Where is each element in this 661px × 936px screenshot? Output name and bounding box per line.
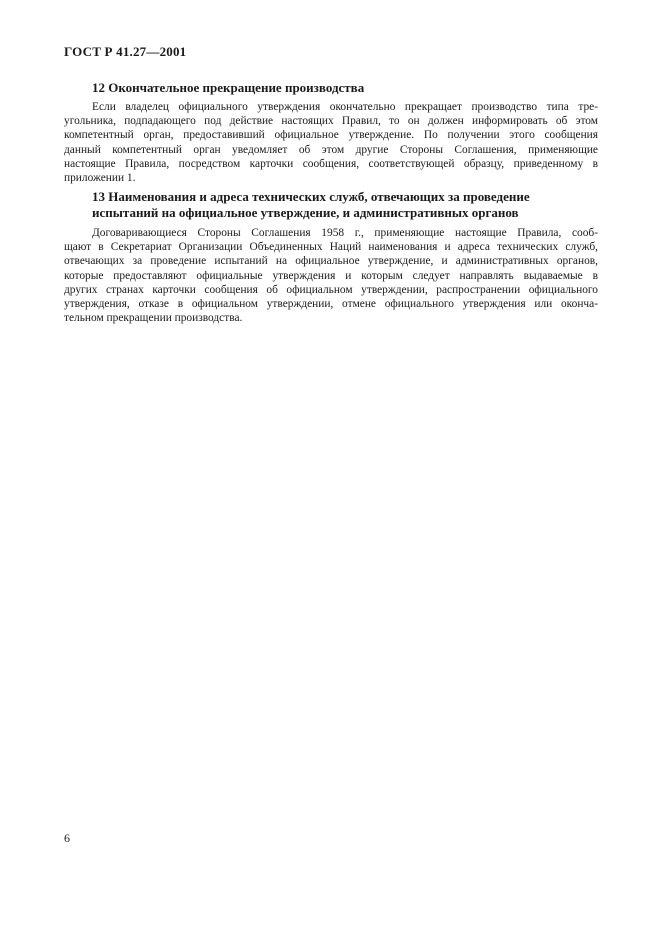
- paragraph-line: приложении 1.: [64, 172, 136, 185]
- paragraph-line: отвечающих за проведение испытаний на официальное утверждение, и административных органов,: [64, 255, 598, 268]
- paragraph-line: других странах карточки сообщения об официальном утверждении, распространении официального: [64, 283, 598, 296]
- paragraph-line: данный компетентный орган уведомляет об этом другие Стороны Соглашения, применяющие: [64, 143, 598, 156]
- paragraph-line: угольника, подпадающего под действие настоящих Правил, то он должен информировать об этом: [64, 115, 598, 128]
- paragraph-line: Если владелец официального утверждения окончательно прекращает производство типа тре-: [92, 101, 598, 113]
- section-13-heading-line: испытаний на официальное утверждение, и административных органов: [92, 205, 519, 220]
- paragraph-line: компетентный орган, предоставивший официальное утверждение. По получении этого сообщения: [64, 129, 598, 142]
- section-12-heading-line: 12 Окончательное прекращение производства: [92, 80, 365, 95]
- paragraph-line: утверждения, отказе в официальном утверждении, отмене официального утверждения или оконча-: [64, 298, 598, 311]
- paragraph-line: Договаривающиеся Стороны Соглашения 1958 г., применяющие настоящие Правила, сооб-: [92, 227, 598, 239]
- paragraph-line: настоящие Правила, посредством карточки сообщения, соответствующей образцу, приведенному в: [64, 157, 598, 170]
- paragraph-line: которые предоставляют официальные утверждения и которым следует направлять выдаваемые в: [64, 269, 598, 282]
- section-12-paragraph: [64, 100, 598, 185]
- section-13-heading-line: 13 Наименования и адреса технических служб, отвечающих за проведение: [92, 189, 530, 204]
- paragraph-line: щают в Секретариат Организации Объединенных Наций наименования и адреса технических служб,: [64, 241, 598, 254]
- section-12-heading: [92, 80, 602, 96]
- paragraph-line: тельном прекращении производства.: [64, 312, 243, 325]
- page-number: 6: [64, 831, 70, 845]
- section-13-heading: [92, 189, 602, 221]
- section-13-paragraph: [64, 226, 598, 325]
- document-code-header: ГОСТ Р 41.27—2001: [64, 44, 187, 59]
